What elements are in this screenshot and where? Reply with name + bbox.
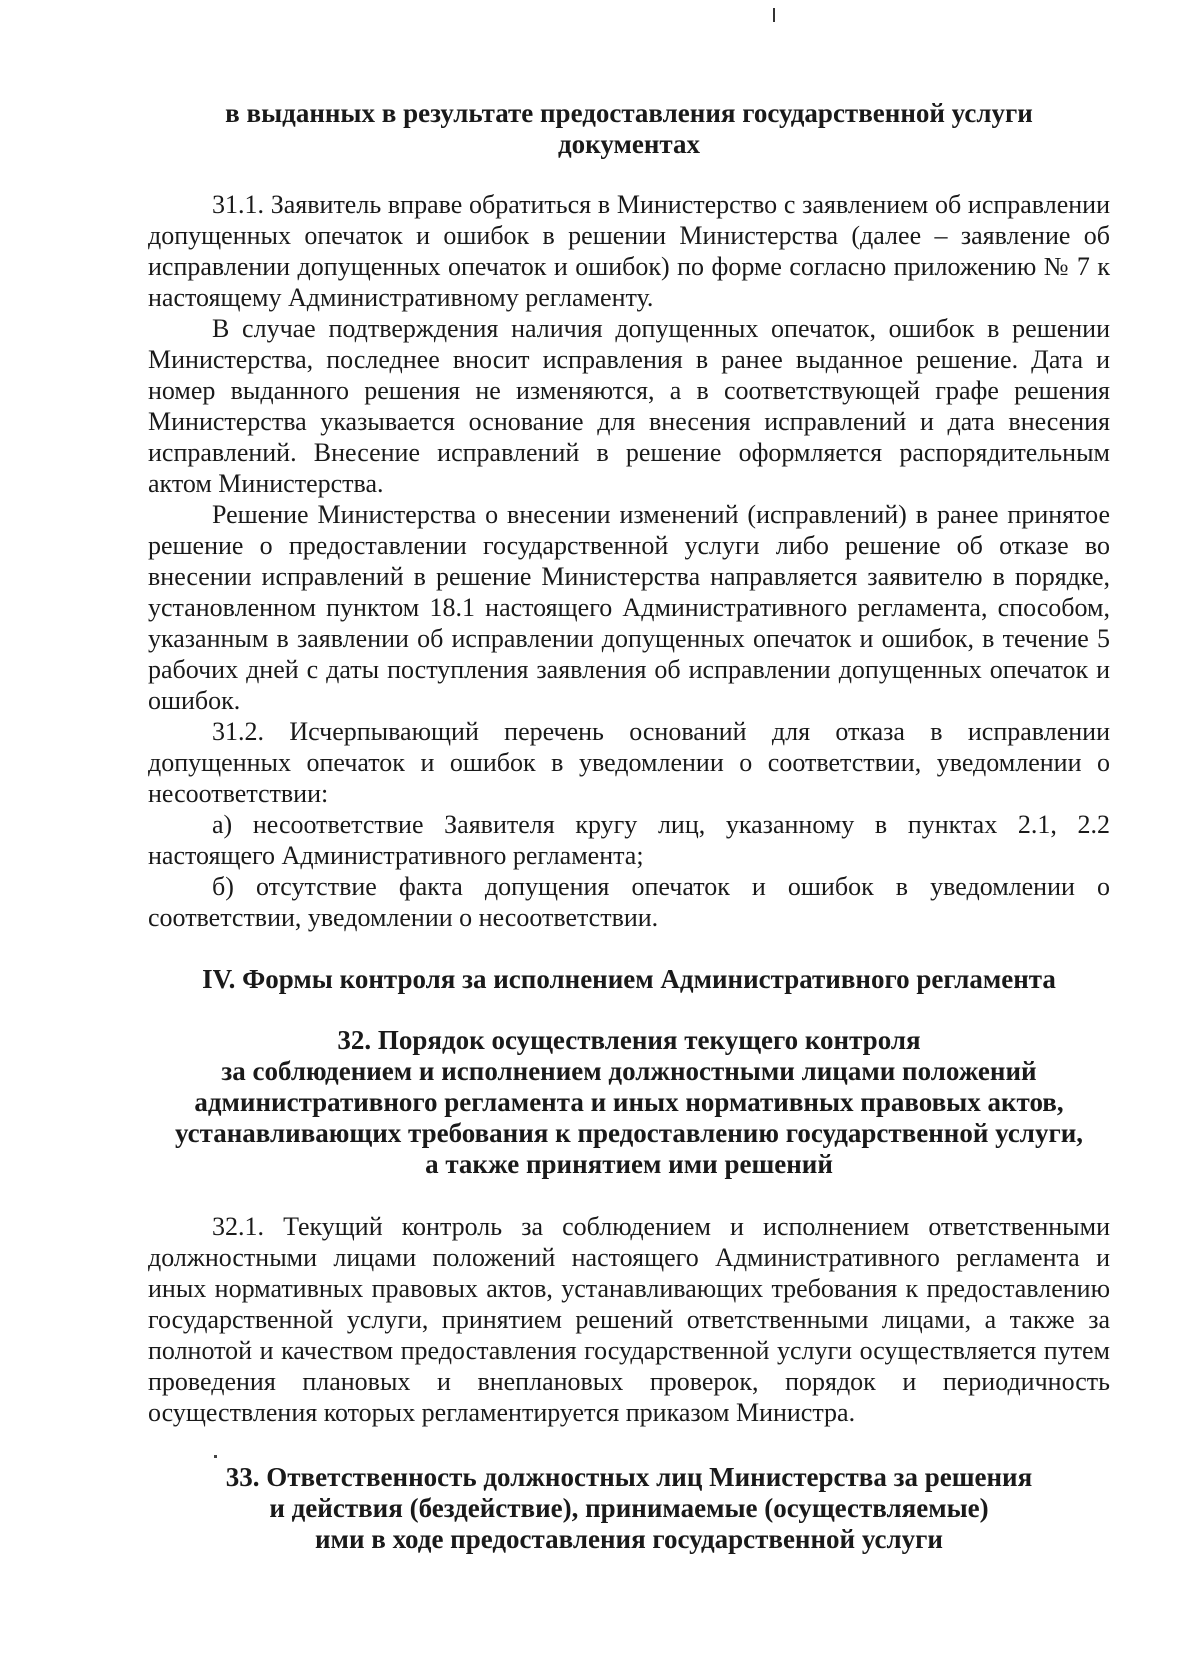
paragraph-31-1-decision: Решение Министерства о внесении изменений (исправлений) в ранее принятое решение о предоставлении государственной услуги либо решение об отказе во внесении исправлений в решение Министерства направляется заявителю в порядке, установленном пунктом 18.1 настоящего Административного регламента, способом, указанным в заявлении об исправлении допущенных опечаток и ошибок, в течение 5 рабочих дней с даты поступления заявления об исправлении допущенных опечаток и ошибок. (148, 500, 1110, 715)
section-33-heading-line-2: и действия (бездействие), принимаемые (осуществляемые) (269, 1493, 989, 1523)
document-page (148, 98, 1110, 1555)
section-33-heading-line-3: ими в ходе предоставления государственной услуги (315, 1524, 943, 1554)
page-top-mark (773, 8, 775, 22)
paragraph-31-1: 31.1. Заявитель вправе обратиться в Министерство с заявлением об исправлении допущенных опечаток и ошибок в решении Министерства (далее – заявление об исправлении допущенных опечаток и ошибок) по форме согласно приложению № 7 к настоящему Административному регламенту. (148, 190, 1110, 312)
paragraph-31-1-correction: В случае подтверждения наличия допущенных опечаток, ошибок в решении Министерства, последнее вносит исправления в ранее выданное решение. Дата и номер выданного решения не изменяются, а в соответствующей графе решения Министерства указывается основание для внесения исправлений и дата внесения исправлений. Внесение исправлений в решение оформляется распорядительным актом Министерства. (148, 314, 1110, 498)
paragraph-31-2-a: а) несоответствие Заявителя кругу лиц, указанному в пунктах 2.1, 2.2 настоящего Административного регламента; (148, 810, 1110, 870)
section-32-heading-line-5: а также принятием ими решений (425, 1149, 833, 1179)
section-32-heading-line-2: за соблюдением и исполнением должностными лицами положений (221, 1056, 1037, 1086)
section-32-heading-line-1: 32. Порядок осуществления текущего контроля (337, 1025, 921, 1055)
section-31-heading-line-2: документах (557, 129, 700, 159)
section-33-heading (148, 1462, 1110, 1555)
section-32-heading (148, 1025, 1110, 1180)
section-32-heading-line-3: административного регламента и иных нормативных правовых актов, (194, 1087, 1064, 1117)
section-31-heading (148, 98, 1110, 160)
paragraph-31-2-b: б) отсутствие факта допущения опечаток и ошибок в уведомлении о соответствии, уведомлении о несоответствии. (148, 872, 1110, 932)
section-32-heading-line-4: устанавливающих требования к предоставлению государственной услуги, (174, 1118, 1084, 1148)
chapter-4-heading: IV. Формы контроля за исполнением Административного регламента (202, 964, 1056, 994)
paragraph-32-1: 32.1. Текущий контроль за соблюдением и исполнением ответственными должностными лицами положений настоящего Административного регламента и иных нормативных правовых актов, устанавливающих требования к предоставлению государственной услуги, принятием решений ответственными лицами, а также за полнотой и качеством предоставления государственной услуги осуществляется путем проведения плановых и внеплановых проверок, порядок и периодичность осуществления которых регламентируется приказом Министра. (148, 1212, 1110, 1427)
section-33-heading-line-1: 33. Ответственность должностных лиц Министерства за решения (225, 1462, 1033, 1492)
section-31-heading-line-1: в выданных в результате предоставления государственной услуги (225, 98, 1033, 128)
paragraph-31-2: 31.2. Исчерпывающий перечень оснований для отказа в исправлении допущенных опечаток и ошибок в уведомлении о соответствии, уведомлении о несоответствии: (148, 717, 1110, 808)
